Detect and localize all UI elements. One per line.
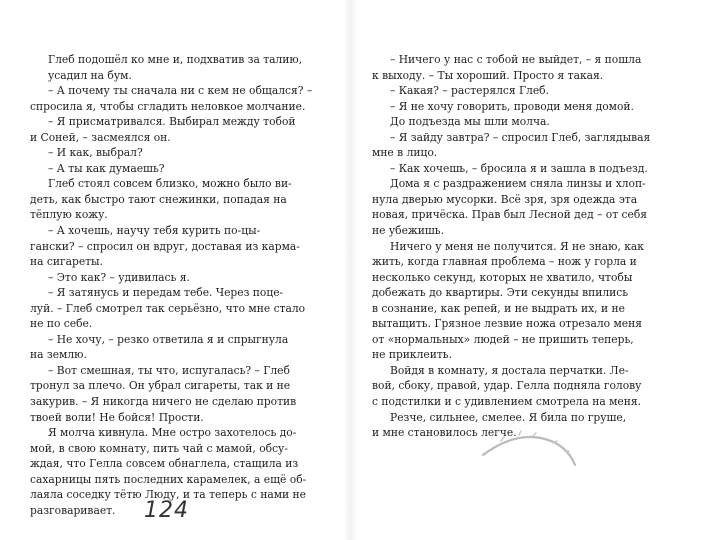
text-line: – Я присматривался. Выбирал между тобой [48,115,296,129]
text-line: Ничего у меня не получится. Я не знаю, как [390,239,644,253]
text-line: вой, сбоку, правой, удар. Гелла подняла голову [372,379,642,393]
text-line: – Вот смешная, ты что, испугалась? – Глеб [48,363,290,377]
text-line: – И как, выбрал? [48,146,143,160]
text-line: тёплую кожу. [30,208,108,222]
text-line: – Это как? – удивилась я. [48,270,190,284]
text-line: – Какая? – растерялся Глеб. [390,84,550,98]
text-line: нула дверью мусорки. Всё зря, зря одежда эта [372,192,638,206]
text-line: – А хочешь, научу тебя курить по-цы- [48,224,261,238]
text-line: не приклеить. [372,348,452,362]
text-line: не убежишь. [372,224,444,238]
text-line: жить, когда главная проблема – нож у горла и [372,255,637,269]
decorative-flourish-icon [475,425,585,470]
text-line: ждая, что Гелла совсем обнаглела, стащила из [30,457,299,471]
text-line: Резче, сильнее, смелее. Я била по груше, [390,410,627,424]
right-page [372,52,670,441]
text-line: на землю. [30,348,87,362]
text-line: мой, в свою комнату, пить чай с мамой, обсу- [30,441,288,455]
text-line: закурив. – Я никогда ничего не сделаю против [30,395,297,409]
text-line: несколько секунд, которых не хватило, чтобы [372,270,633,284]
text-line: усадил на бум. [48,68,132,82]
text-line: и мне становилось легче. [372,426,517,440]
text-line: До подъезда мы шли молча. [390,115,550,129]
text-line: с подстилки и с удивлением смотрела на меня. [372,395,642,409]
text-line: к выходу. – Ты хороший. Просто я такая. [372,68,604,82]
text-line: тронул за плечо. Он убрал сигареты, так и не [30,379,291,393]
text-line: не по себе. [30,317,93,331]
text-line: лаяла соседку тётю Люду, и та теперь с нами не [30,488,306,502]
text-line: на сигареты. [30,255,103,269]
page-number: 124 [144,498,189,523]
text-line: – Как хочешь, – бросила я и зашла в подъезд. [390,161,648,175]
text-line: вытащить. Грязное лезвие ножа отрезало меня [372,317,642,331]
text-line: разговаривает. [30,503,116,517]
text-line: Дома я с раздражением сняла линзы и хлоп- [390,177,646,191]
text-line: луй. – Глеб смотрел так серьёзно, что мне стало [30,301,306,315]
text-line: Глеб стоял совсем близко, можно было ви- [48,177,292,191]
text-line: добежать до квартиры. Эти секунды впились [372,286,629,300]
text-line: мне в лицо. [372,146,438,160]
text-line: – Я зайду завтра? – спросил Глеб, заглядывая [390,130,651,144]
text-line: в сознание, как репей, и не выдрать их, и не [372,301,625,315]
text-line: и Соней, – засмеялся он. [30,130,171,144]
text-line: спросила я, чтобы сгладить неловкое молчание. [30,99,306,113]
text-line: Глеб подошёл ко мне и, подхватив за талию, [48,53,303,66]
text-line: – Я не хочу говорить, проводи меня домой. [390,99,634,113]
text-line: сахарницы пять последних карамелек, а ещё об- [30,472,307,486]
text-line: новая, причёска. Прав был Лесной дед – от себя [372,208,648,222]
left-page [30,52,328,518]
text-line: – А ты как думаешь? [48,161,165,175]
text-line: – Ничего у нас с тобой не выйдет, – я пошла [390,53,642,66]
text-line: твоей воли! Не бойся! Прости. [30,410,204,424]
text-line: Войдя в комнату, я достала перчатки. Ле- [390,363,629,377]
text-line: гански? – спросил он вдруг, доставая из карма- [30,239,300,253]
text-line: – Я затянусь и передам тебе. Через поце- [48,286,284,300]
text-line: деть, как быстро тают снежинки, попадая на [30,192,287,206]
text-line: от «нормальных» людей – не пришить теперь, [372,332,634,346]
text-line: – Не хочу, – резко ответила я и спрыгнула [48,332,289,346]
text-line: – А почему ты сначала ни с кем не общался? – [48,84,313,98]
text-line: Я молча кивнула. Мне остро захотелось до- [48,426,297,440]
